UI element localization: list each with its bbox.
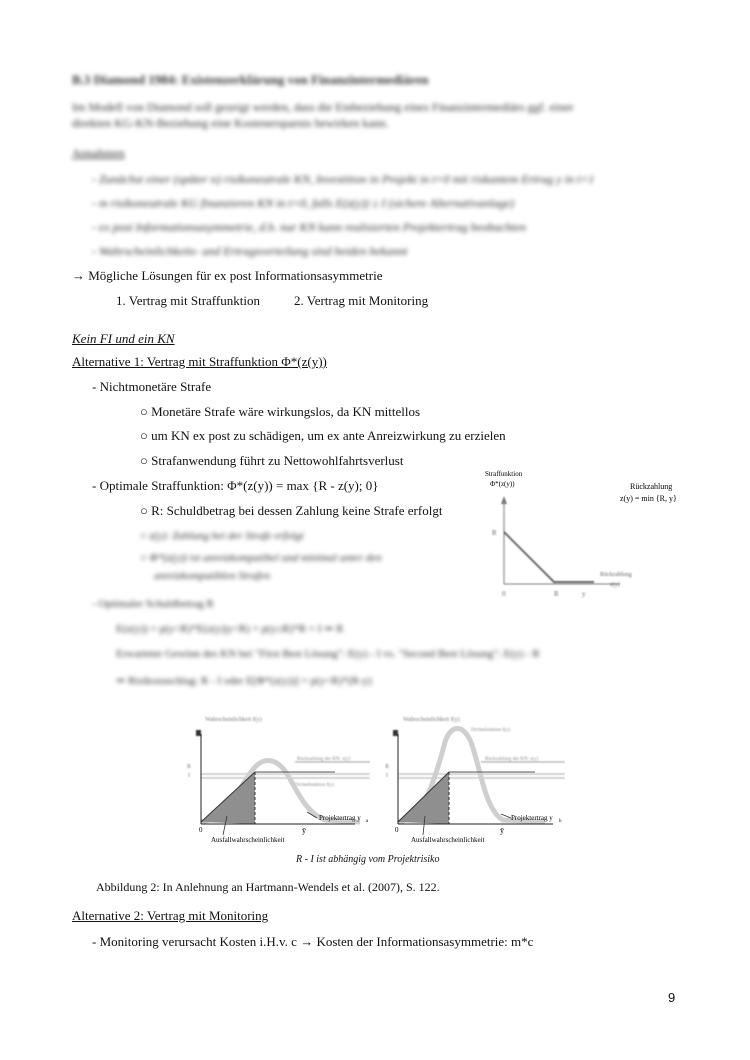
chart-annotation: z(y) = min {R, y}	[620, 494, 677, 503]
schuldbetrag-heading: - Optimaler Schuldbetrag R	[92, 598, 214, 610]
chart-y-title: Straffunktion	[485, 470, 523, 478]
intro-line-1: Im Modell von Diamond soll gezeigt werden, dass die Einbeziehung eines Finanzintermediärs ggf. einer	[72, 100, 574, 114]
chart-annotation: Rückzahlung	[630, 482, 673, 491]
nichtmonetaere-strafe: - Nichtmonetäre Strafe	[92, 379, 212, 394]
chart-y-title: Φ*(z(y))	[490, 480, 515, 488]
alt2-heading: Alternative 2: Vertrag mit Monitoring	[72, 908, 269, 923]
formula-line: ⇒ Risikozuschlag: R - I oder E[Φ*(z(y))] = p(y<R)*(R-y)	[116, 675, 372, 687]
chart-tick-label: I	[188, 773, 190, 779]
assumption-item: - Wahrscheinlichkeits- und Ertragsverteilung sind beiden bekannt	[92, 244, 408, 258]
page-number: 9	[668, 990, 676, 1005]
figure-caption: Abbildung 2: In Anlehnung an Hartmann-Wendels et al. (2007), S. 122.	[96, 880, 440, 894]
chart-x-label: z(y)	[610, 582, 620, 588]
solution-option-1: 1. Vertrag mit Straffunktion	[116, 293, 260, 308]
r-bullet: ○ R: Schuldbetrag bei dessen Zahlung keine Strafe erfolgt	[140, 503, 443, 518]
assumption-item: - m risikoneutrale KG finanzieren KN in t=0, falls E(z(y)) ≥ I (sichere Alternativanlage)	[92, 196, 515, 210]
penalty-bullet: ○ Strafanwendung führt zu Nettowohlfahrtsverlust	[140, 453, 404, 468]
chart-tick-label: R	[554, 590, 559, 598]
assumption-item: - ex post Informationsasymmetrie, d.h. nur KN kann realisierten Projektertrag beobachten	[92, 220, 527, 234]
chart-caption: R - I ist abhängig vom Projektrisiko	[296, 854, 440, 865]
chart-tick-label: y	[582, 590, 586, 598]
assumptions-heading: Annahmen	[72, 146, 125, 160]
chart-y-title: Wahrscheinlichkeit f(y)	[403, 717, 460, 723]
chart-curve-label: Rückzahlung der KN: z(y)	[297, 757, 351, 762]
distribution-chart-right	[385, 710, 565, 850]
chart-curve-label: Dichtefunktion f(y)	[471, 728, 511, 733]
penalty-bullet: ○ um KN ex post zu schädigen, um ex ante Anreizwirkung zu erzielen	[140, 428, 506, 443]
formula-line: E(z(y)) = p(y<R)*E(z(y)|y<R) + p(y≥R)*R = I ⇒ R	[116, 623, 344, 635]
chart-shaded-label: Ausfallwahrscheinlichkeit	[211, 836, 285, 844]
monitoring-line: - Monitoring verursacht Kosten i.H.v. c → Kosten der Informationsasymmetrie: m*c	[92, 934, 534, 949]
penalty-line	[504, 532, 594, 582]
chart-x-label: Rückzahlung	[600, 572, 632, 578]
optimal-penalty-function: - Optimale Straffunktion: Φ*(z(y)) = max {R - z(y); 0}	[92, 478, 379, 493]
chart-tick-label: R	[385, 764, 390, 770]
chart-x-label: Projektertrag y	[319, 814, 361, 822]
chart-y-title: Wahrscheinlichkeit f(y)	[205, 717, 262, 723]
chart-x-subscript: a	[366, 819, 369, 824]
blur-bullet: anreizkompatiblen Strafen	[154, 570, 270, 582]
chart-tick-label: R	[492, 529, 497, 537]
distribution-chart-left	[185, 710, 370, 850]
chart-tick-label: ȳ	[302, 826, 306, 835]
section-title: B.3 Diamond 1984: Existenzerklärung von Finanzintermediären	[72, 72, 429, 87]
solution-option-2: 2. Vertrag mit Monitoring	[294, 293, 429, 308]
chart-tick-label: 0	[502, 590, 506, 598]
chart-tick-label: 0	[395, 826, 399, 834]
formula-line: Erwarteter Gewinn des KN bei "First Best Lösung": E(y) - I vs. "Second Best Lösung": E(y) - R	[116, 648, 540, 660]
penalty-bullet: ○ Monetäre Strafe wäre wirkungslos, da KN mittellos	[140, 404, 421, 419]
blur-bullet: ○ z(y): Zahlung bei der Strafe erfolgt	[140, 530, 304, 542]
chart-tick-label: R	[187, 764, 192, 770]
blur-bullet: ○ Φ*(z(y)) ist anreizkompatibel und minimal unter den	[140, 552, 382, 564]
subsection-kein-fi: Kein FI und ein KN	[72, 331, 175, 346]
assumption-item: - Zunächst einer (später n) risikoneutrale KN, Investition in Projekt in t=0 mit riskantem Ertrag y in t=1	[92, 172, 595, 186]
chart-shaded-label: Ausfallwahrscheinlichkeit	[411, 836, 485, 844]
chart-x-label: Projektertrag y	[511, 814, 553, 822]
alt1-heading: Alternative 1: Vertrag mit Straffunktion Φ*(z(y))	[72, 354, 327, 369]
chart-x-subscript: b	[559, 819, 562, 824]
intro-line-2: direkten KG-KN-Beziehung eine Kostenersparnis bewirken kann.	[72, 116, 389, 130]
chart-tick-label: ȳ	[500, 826, 504, 835]
solutions-arrow-line: → Mögliche Lösungen für ex post Informationsasymmetrie	[72, 268, 383, 283]
chart-tick-label: I	[386, 773, 388, 779]
chart-curve-label: Dichtefunktion f(y)	[295, 783, 335, 788]
chart-curve-label: Rückzahlung der KN: z(y)	[485, 757, 539, 762]
penalty-function-chart	[470, 462, 710, 602]
chart-tick-label: 0	[199, 826, 203, 834]
